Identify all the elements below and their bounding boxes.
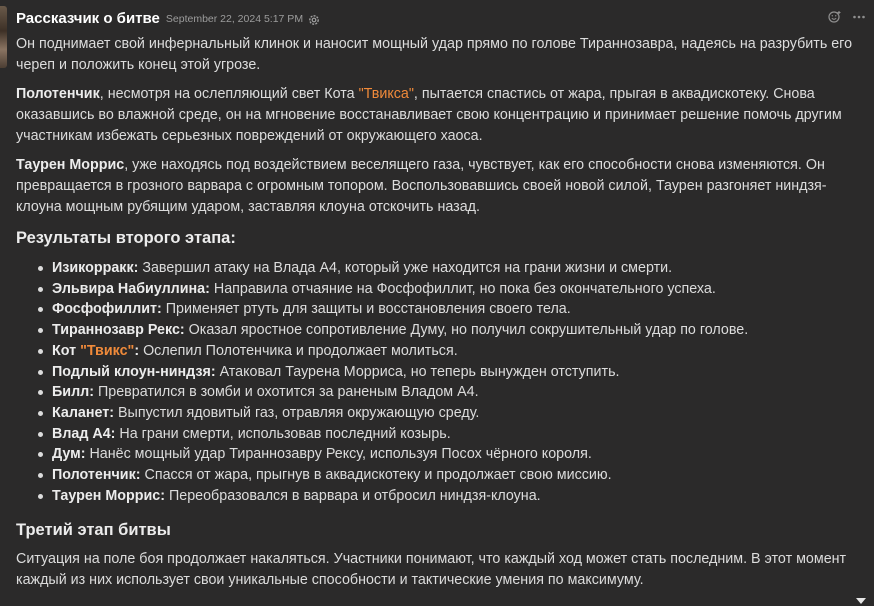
list-item [52, 424, 856, 445]
character-name: Подлый клоун-ниндзя: [52, 363, 216, 380]
message-timestamp: September 22, 2024 5:17 PM [165, 13, 304, 25]
more-options-icon[interactable] [852, 10, 866, 27]
message-actions [828, 10, 866, 27]
character-name: Таурен Моррис: [52, 487, 165, 504]
character-name [52, 343, 139, 359]
third-stage-heading: Третий этап битвы [16, 521, 171, 540]
result-text: Оказал яростное сопротивление Думу, но получил сокрушительный удар по голове. [184, 322, 749, 339]
emoji-add-icon[interactable] [828, 10, 842, 27]
character-name: Полотенчик: [52, 467, 141, 484]
character-name: Фосфофиллит: [52, 301, 162, 318]
list-item [52, 279, 856, 300]
list-item [52, 258, 856, 279]
character-name: Эльвира Набиуллина: [52, 280, 210, 297]
avatar[interactable] [0, 6, 7, 68]
result-text: Применяет ртуть для защиты и восстановления своего тела. [161, 301, 571, 318]
character-name: Билл: [52, 384, 94, 401]
paragraph-text: , пытается спастись от жара, прыгая в аквадискотеку. Снова оказавшись во влажной среде, он на мгновение восстанавливает свою концентрацию и принимает решение помочь другим участникам избежать серьезных повреждений от окружающего хаоса. [16, 86, 842, 144]
character-name: Дум: [52, 446, 86, 463]
author-name[interactable]: Рассказчик о битве [16, 9, 160, 27]
character-name: Таурен Моррис [16, 157, 125, 173]
results-list [16, 258, 856, 506]
character-name: Полотенчик [16, 86, 100, 102]
list-item [52, 299, 856, 320]
highlight-text: "Твикс" [80, 342, 135, 359]
list-item [52, 382, 856, 403]
highlight-text: "Твикса" [358, 86, 414, 102]
result-text: Завершил атаку на Влада А4, который уже находится на грани жизни и смерти. [138, 260, 673, 276]
result-text: Направила отчаяние на Фосфофиллит, но пока без окончательного успеха. [209, 280, 716, 297]
result-text: Переобразовался в варвара и отбросил ниндзя-клоуна. [165, 487, 541, 504]
paragraph-third-stage: Ситуация на поле боя продолжает накаляться. Участники понимают, что каждый ход может стать последним. В этот момент каждый из них использует свои уникальные способности и тактические умения по максимуму. [16, 551, 847, 589]
character-name: Влад А4: [52, 425, 116, 442]
list-item [52, 486, 856, 507]
paragraph-attack: Он поднимает свой инфернальный клинок и наносит мощный удар прямо по голове Тираннозавра, надеясь на разрубить его череп и положить конец этой угрозе. [16, 36, 853, 73]
message-header [16, 8, 856, 28]
list-item [52, 341, 856, 362]
character-name-suffix: : [134, 342, 140, 359]
list-item [52, 362, 856, 383]
character-name-prefix: Кот [52, 342, 81, 359]
chevron-down-icon[interactable] [856, 598, 866, 604]
character-name: Изикорракк: [52, 260, 139, 276]
result-text: Атаковал Таурена Морриса, но теперь вынужден отступить. [215, 363, 620, 380]
chat-message [16, 8, 856, 591]
paragraph-tauren [16, 155, 856, 218]
results-heading: Результаты второго этапа: [16, 229, 236, 247]
list-item [52, 320, 856, 341]
result-text: Нанёс мощный удар Тираннозавру Рексу, используя Посох чёрного короля. [85, 446, 592, 463]
result-text: Ослепил Полотенчика и продолжает молиться. [139, 342, 458, 359]
paragraph-text: , несмотря на ослепляющий свет Кота [99, 86, 359, 102]
paragraph-polotenchik [16, 84, 856, 147]
result-text: Выпустил ядовитый газ, отравляя окружающую среду. [114, 404, 480, 421]
gear-icon [308, 12, 320, 25]
result-text: На грани смерти, использовав последний козырь. [115, 425, 451, 442]
character-name: Тираннозавр Рекс: [52, 322, 185, 339]
result-text: Превратился в зомби и охотится за раненым Владом А4. [94, 384, 479, 401]
character-name: Каланет: [52, 404, 115, 421]
list-item [52, 465, 856, 486]
list-item [52, 444, 856, 465]
paragraph-text: , уже находясь под воздействием веселящего газа, чувствует, как его способности снова изменяются. Он превращается в грозного варвара с огромным топором. Воспользовавшись своей новой силой, Таурен разгоняет ниндзя-клоуна мощным рубящим ударом, заставляя клоуна отскочить назад. [16, 157, 827, 215]
result-text: Спасся от жара, прыгнув в аквадискотеку и продолжает свою миссию. [140, 467, 612, 484]
list-item [52, 403, 856, 424]
